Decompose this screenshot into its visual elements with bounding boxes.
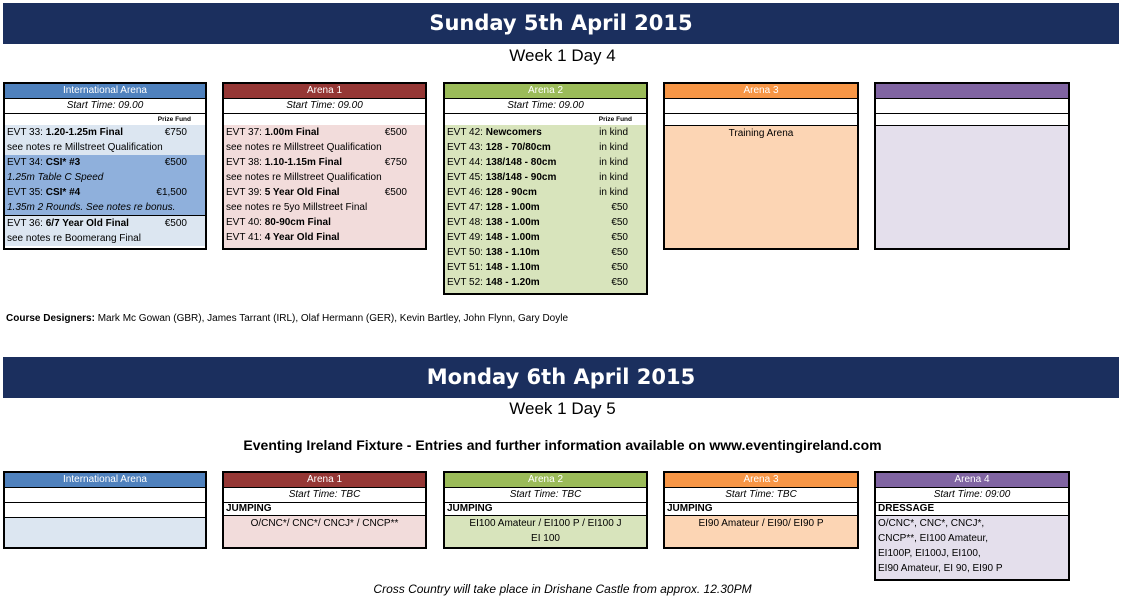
event-row: EVT 49: 148 - 1.00m €50 xyxy=(447,232,628,243)
day1-international-arena-panel xyxy=(3,82,207,250)
class-list: EI 100 xyxy=(531,533,560,544)
arena-header: Arena 4 xyxy=(876,473,1068,488)
spacer xyxy=(5,503,205,518)
event-row: EVT 33: 1.20-1.25m Final €750 xyxy=(5,125,205,140)
start-time: Start Time: TBC xyxy=(665,488,857,503)
day2-subtitle: Week 1 Day 5 xyxy=(509,399,616,418)
class-list: EI100 Amateur / EI100 P / EI100 J xyxy=(469,518,622,529)
event-note: see notes re Boomerang Final xyxy=(5,231,205,246)
class-list: O/CNC*, CNC*, CNCJ*, xyxy=(878,518,985,529)
class-list: O/CNC*/ CNC*/ CNCJ* / CNCP** xyxy=(250,518,399,529)
event-row: EVT 45: 138/148 - 90cm in kind xyxy=(447,172,628,183)
event-row: EVT 41: 4 Year Old Final xyxy=(226,232,340,243)
day2-arena1-panel xyxy=(222,471,427,549)
day2-title: Monday 6th April 2015 xyxy=(426,365,696,389)
event-row: EVT 48: 138 - 1.00m €50 xyxy=(447,217,628,228)
category-label: JUMPING xyxy=(445,503,646,516)
start-time: Start Time: 09:00 xyxy=(876,488,1068,503)
day1-title: Sunday 5th April 2015 xyxy=(429,11,693,35)
event-note: 1.35m 2 Rounds. See notes re bonus. xyxy=(5,200,205,215)
arena-header: Arena 2 xyxy=(445,84,646,99)
start-time-empty xyxy=(665,99,857,114)
training-arena-note: Training Arena xyxy=(728,128,794,139)
prize-fund-spacer xyxy=(876,114,1068,126)
start-time-empty xyxy=(5,488,205,503)
event-row: EVT 35: CSI* #4 €1,500 xyxy=(5,185,205,200)
event-list xyxy=(5,125,205,246)
event-note: 1.25m Table C Speed xyxy=(5,170,205,185)
event-row: EVT 40: 80-90cm Final xyxy=(226,217,331,228)
event-row: EVT 51: 148 - 1.10m €50 xyxy=(447,262,628,273)
arena-header: Arena 3 xyxy=(665,473,857,488)
arena-header: International Arena xyxy=(5,84,205,99)
event-note: see notes re Millstreet Qualification xyxy=(5,140,205,155)
prize-fund-label: Prize Fund xyxy=(445,114,646,125)
day1-subtitle: Week 1 Day 4 xyxy=(509,46,616,65)
day1-title-banner xyxy=(3,3,1119,44)
prize-fund-spacer xyxy=(224,114,425,125)
class-list: EI90 Amateur, EI 90, EI90 P xyxy=(878,563,1003,574)
event-row: EVT 46: 128 - 90cm in kind xyxy=(447,187,628,198)
event-row: EVT 42: Newcomers in kind xyxy=(447,127,628,138)
cross-country-note: Cross Country will take place in Drishane Castle from approx. 12.30PM xyxy=(373,582,752,596)
start-time-empty xyxy=(876,99,1068,114)
course-designers: Course Designers: Mark Mc Gowan (GBR), James Tarrant (IRL), Olaf Hermann (GER), Kevin Bartley, John Flynn, Gary Doyle xyxy=(6,313,569,324)
event-note: see notes re 5yo Millstreet Final xyxy=(226,202,368,213)
day1-arena1-panel xyxy=(222,82,427,250)
arena-header: Arena 1 xyxy=(224,473,425,488)
event-note: see notes re Millstreet Qualification xyxy=(226,142,382,153)
class-list: CNCP**, EI100 Amateur, xyxy=(878,533,989,544)
category-label: JUMPING xyxy=(665,503,857,516)
start-time: Start Time: 09.00 xyxy=(445,99,646,114)
day1-arena4-panel xyxy=(874,82,1070,250)
event-row: EVT 36: 6/7 Year Old Final €500 xyxy=(5,215,205,231)
arena-header: Arena 1 xyxy=(224,84,425,99)
event-row: EVT 52: 148 - 1.20m €50 xyxy=(447,277,628,288)
prize-fund-spacer xyxy=(665,114,857,126)
arena-header: Arena 3 xyxy=(665,84,857,99)
class-list: EI90 Amateur / EI90/ EI90 P xyxy=(698,518,824,529)
event-row: EVT 34: CSI* #3 €500 xyxy=(5,155,205,170)
class-list: EI100P, EI100J, EI100, xyxy=(878,548,981,559)
event-row: EVT 37: 1.00m Final €500 xyxy=(226,127,407,138)
arena-header xyxy=(876,84,1068,99)
day1-arena2-panel xyxy=(443,82,648,295)
prize-fund-label: Prize Fund xyxy=(157,116,191,123)
event-row: EVT 47: 128 - 1.00m €50 xyxy=(447,202,628,213)
day2-title-banner xyxy=(3,357,1119,398)
event-row: EVT 44: 138/148 - 80cm in kind xyxy=(447,157,628,168)
eventing-notice: Eventing Ireland Fixture - Entries and further information available on www.eventingireland.com xyxy=(243,437,882,453)
day2-international-arena-panel xyxy=(3,471,207,549)
day2-arena2-panel xyxy=(443,471,648,549)
start-time: Start Time: TBC xyxy=(445,488,646,503)
day1-arena3-panel xyxy=(663,82,859,250)
event-note: see notes re Millstreet Qualification xyxy=(226,172,382,183)
category-label: DRESSAGE xyxy=(876,503,1068,516)
event-row: EVT 43: 128 - 70/80cm in kind xyxy=(447,142,628,153)
start-time: Start Time: TBC xyxy=(224,488,425,503)
event-list xyxy=(224,125,425,245)
category-label: JUMPING xyxy=(224,503,425,516)
event-row: EVT 50: 138 - 1.10m €50 xyxy=(447,247,628,258)
start-time: Start Time: 09.00 xyxy=(5,99,205,114)
day2-arena3-panel xyxy=(663,471,859,549)
start-time: Start Time: 09.00 xyxy=(224,99,425,114)
arena-header: Arena 2 xyxy=(445,473,646,488)
event-row: EVT 39: 5 Year Old Final €500 xyxy=(226,187,407,198)
event-list xyxy=(445,125,646,290)
event-row: EVT 38: 1.10-1.15m Final €750 xyxy=(226,157,407,168)
arena-header: International Arena xyxy=(5,473,205,488)
day2-arena4-panel xyxy=(874,471,1070,581)
